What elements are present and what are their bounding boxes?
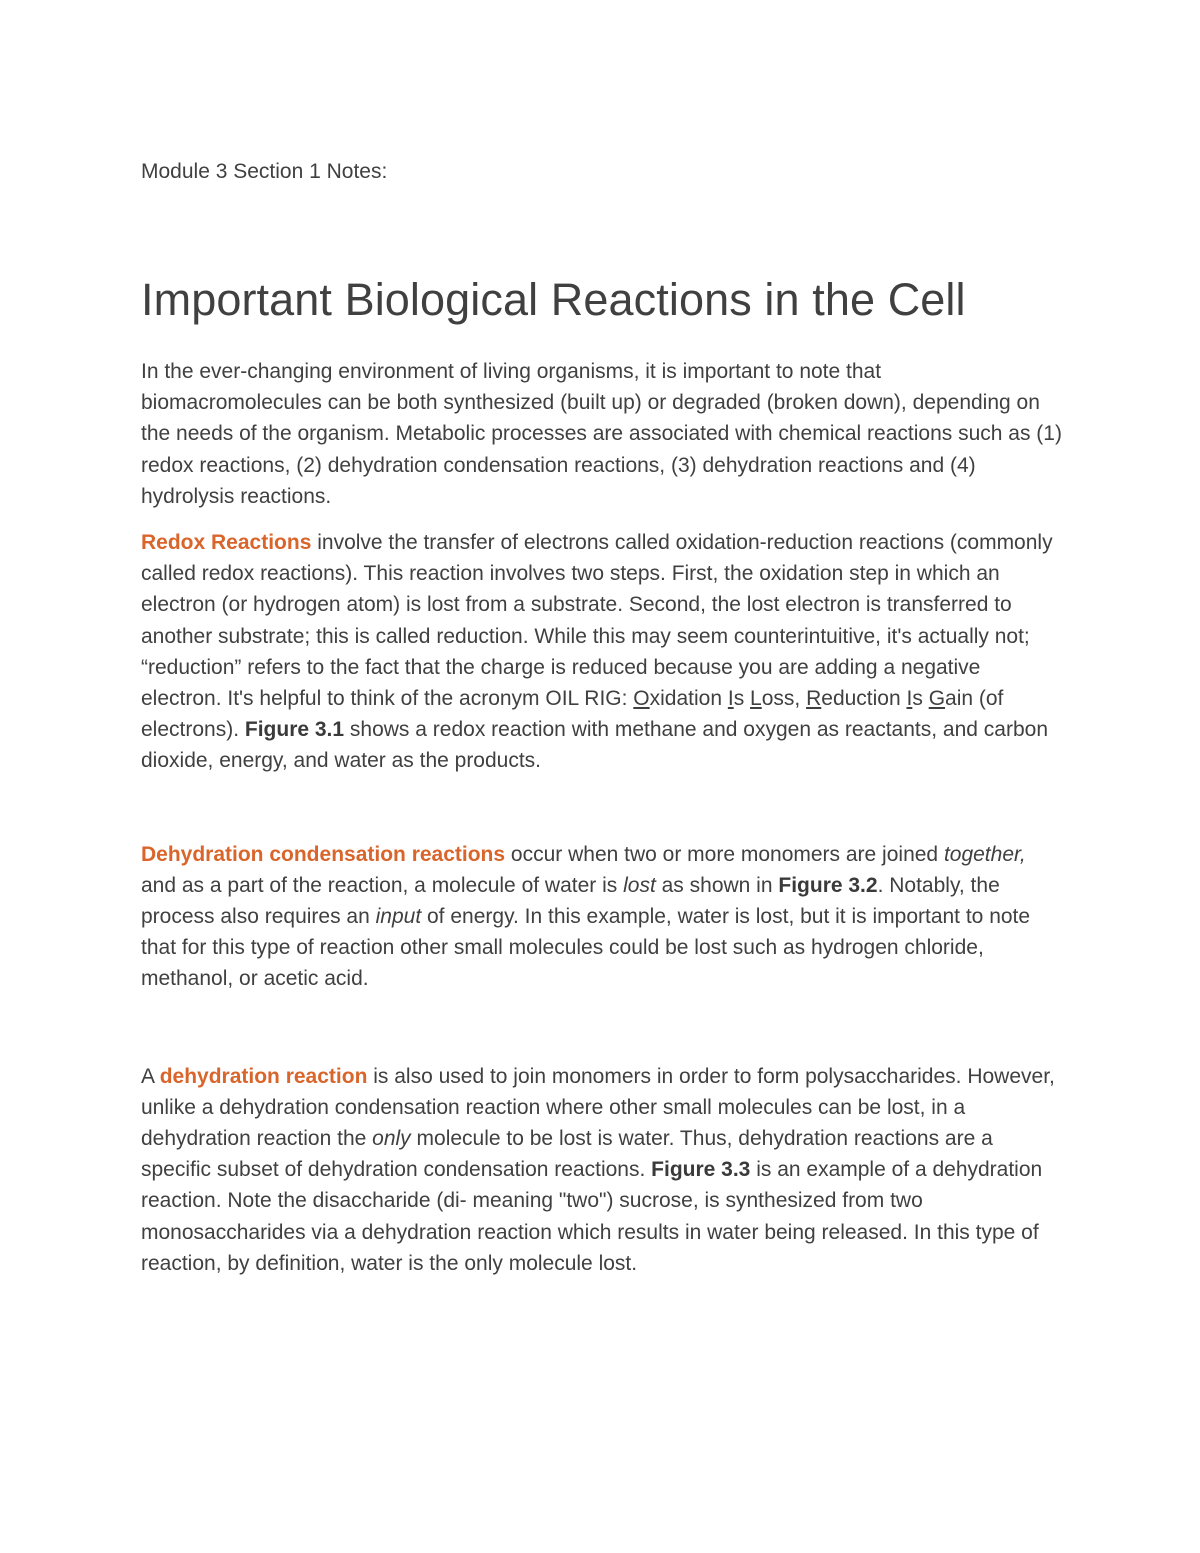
redox-text-2: shows a redox reaction with methane and oxygen as reactants, and carbon dioxide, energy, and water as the products.: [141, 718, 1048, 773]
dh-text-1: is also used to join monomers in order to form polysaccharides. However, unlike a dehydration condensation reaction where other small molecules can be lost, in a dehydration reaction the: [141, 1064, 1055, 1151]
dehydration-paragraph: [141, 1061, 1066, 1279]
document-title: Important Biological Reactions in the Cell: [141, 274, 966, 325]
redox-term: Redox Reactions: [141, 531, 312, 555]
intro-paragraph: In the ever-changing environment of living organisms, it is important to note that biomacromolecules can be both synthesized (built up) or degraded (broken down), depending on the needs of the organism. Metabolic processes are associated with chemical reactions such as (1) redox reactions, (2) dehydration condensation reactions, (3) dehydration reactions and (4) hydrolysis reactions.: [141, 360, 1062, 508]
acronym-i2-rest: s: [912, 687, 929, 711]
acronym-l-rest: oss,: [761, 687, 807, 711]
acronym-r-rest: eduction: [821, 687, 907, 711]
redox-text-1: involve the transfer of electrons called oxidation-reduction reactions (commonly called redox reactions). This reaction involves two steps. First, the oxidation step in which an electron (or hydrogen atom) is lost from a substrate. Second, the lost electron is transferred to another substrate; this is called reduction. While this may seem counterintuitive, it's actually not; “reduction” refers to the fact that the charge is reduced because you are adding a negative electron. It's helpful to think of the acronym OIL RIG:: [141, 531, 1053, 711]
acronym-g-rest: ain (of electrons).: [141, 687, 1004, 742]
dc-text-1: occur when two or more monomers are joined: [505, 842, 944, 866]
dc-emphasis-together: together,: [943, 842, 1026, 866]
redox-paragraph: [141, 527, 1066, 777]
acronym-o-letter: O: [633, 687, 650, 711]
section-label: Module 3 Section 1 Notes:: [141, 160, 388, 183]
document-content: [141, 155, 1066, 1279]
dehydration-condensation-term: Dehydration condensation reactions: [141, 842, 506, 866]
dh-text-3: is an example of a dehydration reaction. Note the disaccharide (di- meaning "two") sucrose, is synthesized from two monosaccharides via a dehydration reaction which results in water being released. In this type of reaction, by definition, water is the only molecule lost.: [141, 1158, 1043, 1275]
acronym-g-letter: G: [928, 687, 946, 711]
figure-3-1-ref: Figure 3.1: [244, 718, 345, 742]
dehydration-lead: A: [141, 1064, 160, 1088]
dehydration-term: dehydration reaction: [159, 1064, 368, 1088]
acronym-i1-letter: I: [727, 687, 734, 711]
dh-emphasis-only: only: [372, 1127, 411, 1151]
acronym-o-rest: xidation: [649, 687, 728, 711]
acronym-l-letter: L: [750, 687, 762, 711]
dehydration-condensation-paragraph: [141, 839, 1066, 995]
dc-text-3: as shown in: [655, 873, 779, 897]
dh-text-2: molecule to be lost is water. Thus, dehydration reactions are a specific subset of dehydration condensation reactions.: [141, 1127, 993, 1182]
dc-emphasis-input: input: [375, 905, 422, 929]
acronym-i1-rest: s: [733, 687, 751, 711]
dc-text-4: . Notably, the process also requires an: [141, 873, 1000, 929]
acronym-r-letter: R: [806, 687, 822, 711]
figure-3-2-ref: Figure 3.2: [778, 873, 878, 897]
dc-emphasis-lost: lost: [623, 873, 656, 897]
dc-text-2: and as a part of the reaction, a molecule of water is: [141, 873, 624, 897]
dc-text-5: of energy. In this example, water is lost, but it is important to note that for this type of reaction other small molecules could be lost such as hydrogen chloride, methanol, or acetic acid.: [141, 905, 1031, 991]
acronym-i2-letter: I: [906, 687, 913, 711]
figure-3-3-ref: Figure 3.3: [651, 1158, 751, 1182]
